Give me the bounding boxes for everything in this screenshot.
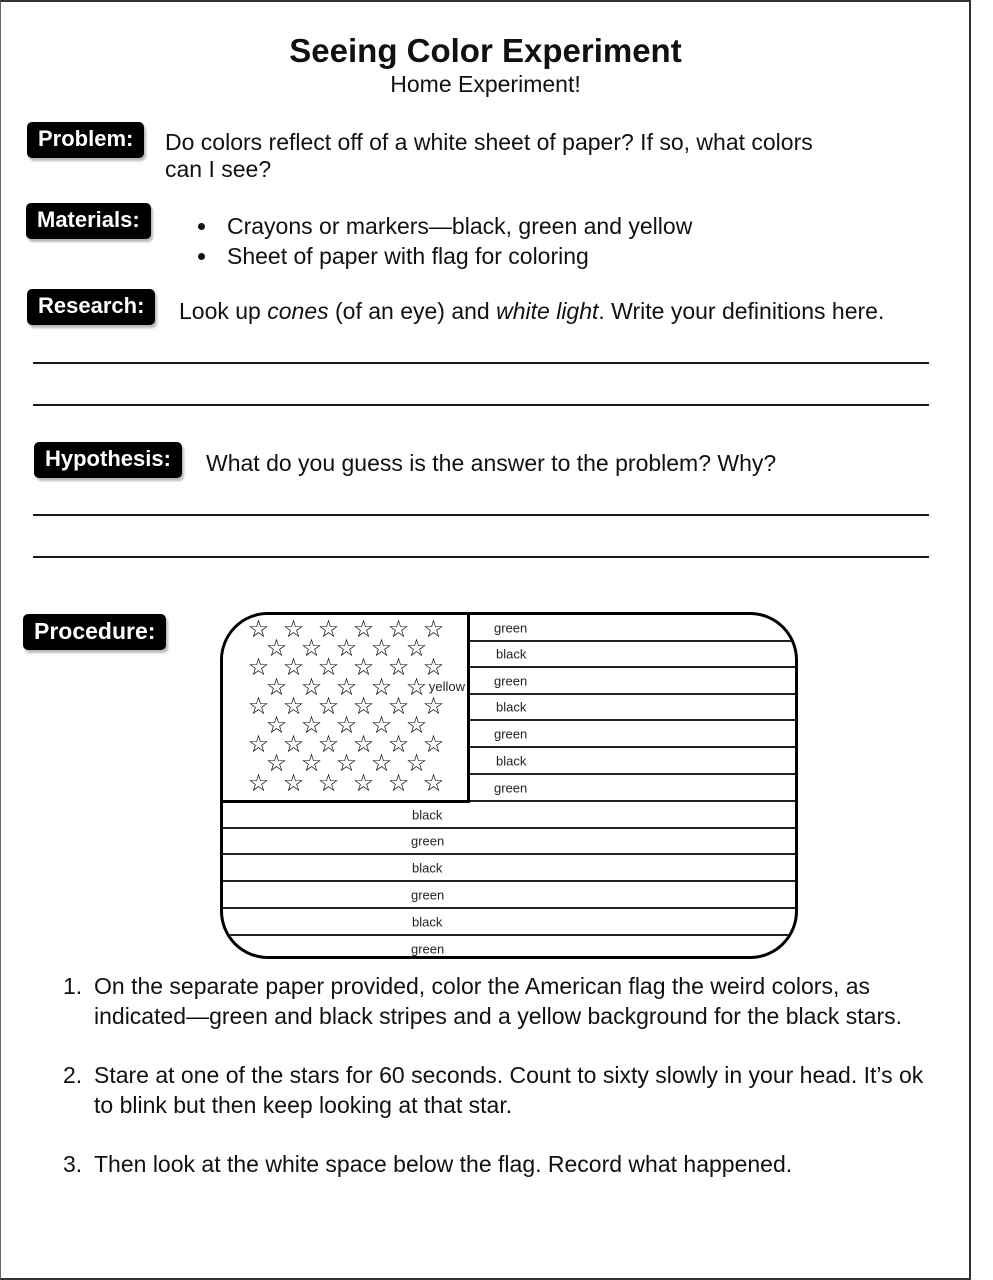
flag-canton: [223, 615, 470, 803]
star-icon: ☆: [335, 712, 358, 739]
star-icon: ☆: [335, 673, 358, 701]
hypothesis-prompt: What do you guess is the answer to the problem? Why?: [206, 450, 777, 476]
star-icon: ☆: [300, 750, 323, 778]
flag-stripe: black: [223, 695, 795, 721]
flag-stripe: green: [411, 941, 445, 957]
problem-label-badge: Problem:: [27, 122, 144, 158]
star-icon: ☆: [335, 750, 358, 778]
procedure-step: 3. Then look at the white space below the flag. Record what happened.: [63, 1151, 793, 1177]
star-icon: ☆: [300, 635, 323, 663]
page-title: Seeing Color Experiment: [289, 32, 682, 69]
star-icon: ☆: [265, 712, 288, 739]
star-icon: ☆: [405, 750, 428, 778]
star-icon: ☆: [247, 769, 270, 797]
materials-list: [198, 211, 692, 271]
star-icon: ☆: [317, 616, 340, 643]
procedure-step: 1. On the separate paper provided, color the American flag the weird colors, as indicated—green and black stripes and a yellow background for the black stars.: [63, 973, 903, 1029]
star-icon: ☆: [405, 673, 428, 701]
star-icon: ☆: [422, 616, 445, 643]
star-icon: ☆: [335, 635, 358, 663]
star-icon: ☆: [282, 731, 305, 759]
flag-stripe: black: [223, 855, 795, 882]
procedure-step: 2. Stare at one of the stars for 60 seconds. Count to sixty slowly in your head. It’s ok to blink but then keep looking at that star.: [63, 1062, 924, 1118]
star-icon: ☆: [247, 616, 270, 643]
flag-stripe: green: [223, 829, 795, 855]
flag-diagram: [220, 612, 798, 959]
star-icon: ☆: [317, 769, 340, 797]
star-icon: ☆: [265, 673, 288, 701]
flag-stripe: green: [223, 882, 795, 909]
star-icon: ☆: [370, 750, 393, 778]
star-icon: ☆: [265, 635, 288, 663]
star-icon: ☆: [352, 654, 375, 682]
flag-stripe: green: [223, 668, 795, 695]
star-icon: ☆: [352, 692, 375, 720]
star-icon: ☆: [387, 731, 410, 759]
star-icon: ☆: [387, 616, 410, 643]
star-icon: ☆: [422, 692, 445, 720]
materials-item: Crayons or markers—black, green and yellow: [198, 211, 692, 241]
procedure-label-badge: Procedure:: [23, 614, 166, 650]
star-icon: ☆: [317, 731, 340, 759]
star-icon: ☆: [317, 654, 340, 682]
flag-stripe: black: [223, 748, 795, 775]
flag-stripe: green: [223, 615, 795, 642]
research-answer-line[interactable]: [33, 362, 929, 364]
research-label-badge: Research:: [27, 289, 155, 325]
star-icon: ☆: [370, 712, 393, 739]
star-icon: ☆: [370, 673, 393, 701]
star-icon: ☆: [387, 654, 410, 682]
star-icon: ☆: [352, 731, 375, 759]
star-icon: ☆: [387, 692, 410, 720]
flag-stripe: black: [223, 642, 795, 668]
problem-text-line2: can I see?: [165, 156, 272, 182]
star-icon: ☆: [317, 692, 340, 720]
star-icon: ☆: [405, 635, 428, 663]
research-prompt: Look up cones (of an eye) and white light. Write your definitions here.: [179, 298, 885, 324]
star-icon: ☆: [405, 712, 428, 739]
problem-text-line1: Do colors reflect off of a white sheet of paper? If so, what colors: [165, 129, 813, 155]
star-icon: ☆: [387, 769, 410, 797]
hypothesis-answer-line[interactable]: [33, 556, 929, 558]
flag-stripe: black: [223, 909, 795, 936]
star-icon: ☆: [352, 616, 375, 643]
page-subtitle: Home Experiment!: [390, 71, 581, 97]
star-icon: ☆: [422, 654, 445, 682]
star-icon: ☆: [247, 654, 270, 682]
procedure-steps: [63, 971, 943, 1208]
star-icon: ☆: [300, 673, 323, 701]
star-icon: ☆: [352, 769, 375, 797]
star-icon: ☆: [265, 750, 288, 778]
flag-stripe: black: [223, 802, 795, 829]
star-icon: ☆: [282, 616, 305, 643]
star-icon: ☆: [370, 635, 393, 663]
materials-label-badge: Materials:: [26, 203, 151, 239]
star-icon: ☆: [282, 654, 305, 682]
star-row: [241, 769, 451, 797]
hypothesis-answer-line[interactable]: [33, 514, 929, 516]
hypothesis-label-badge: Hypothesis:: [34, 442, 182, 478]
star-icon: ☆: [422, 731, 445, 759]
star-icon: ☆: [247, 692, 270, 720]
star-icon: ☆: [247, 731, 270, 759]
star-icon: ☆: [282, 769, 305, 797]
canton-color-label: yellow: [428, 679, 465, 694]
star-icon: ☆: [282, 692, 305, 720]
star-icon: ☆: [300, 712, 323, 739]
research-answer-line[interactable]: [33, 404, 929, 406]
star-icon: ☆: [422, 769, 445, 797]
flag-stripe: green: [223, 721, 795, 748]
materials-item: Sheet of paper with flag for coloring: [198, 241, 692, 271]
flag-stripe: green: [223, 775, 795, 802]
